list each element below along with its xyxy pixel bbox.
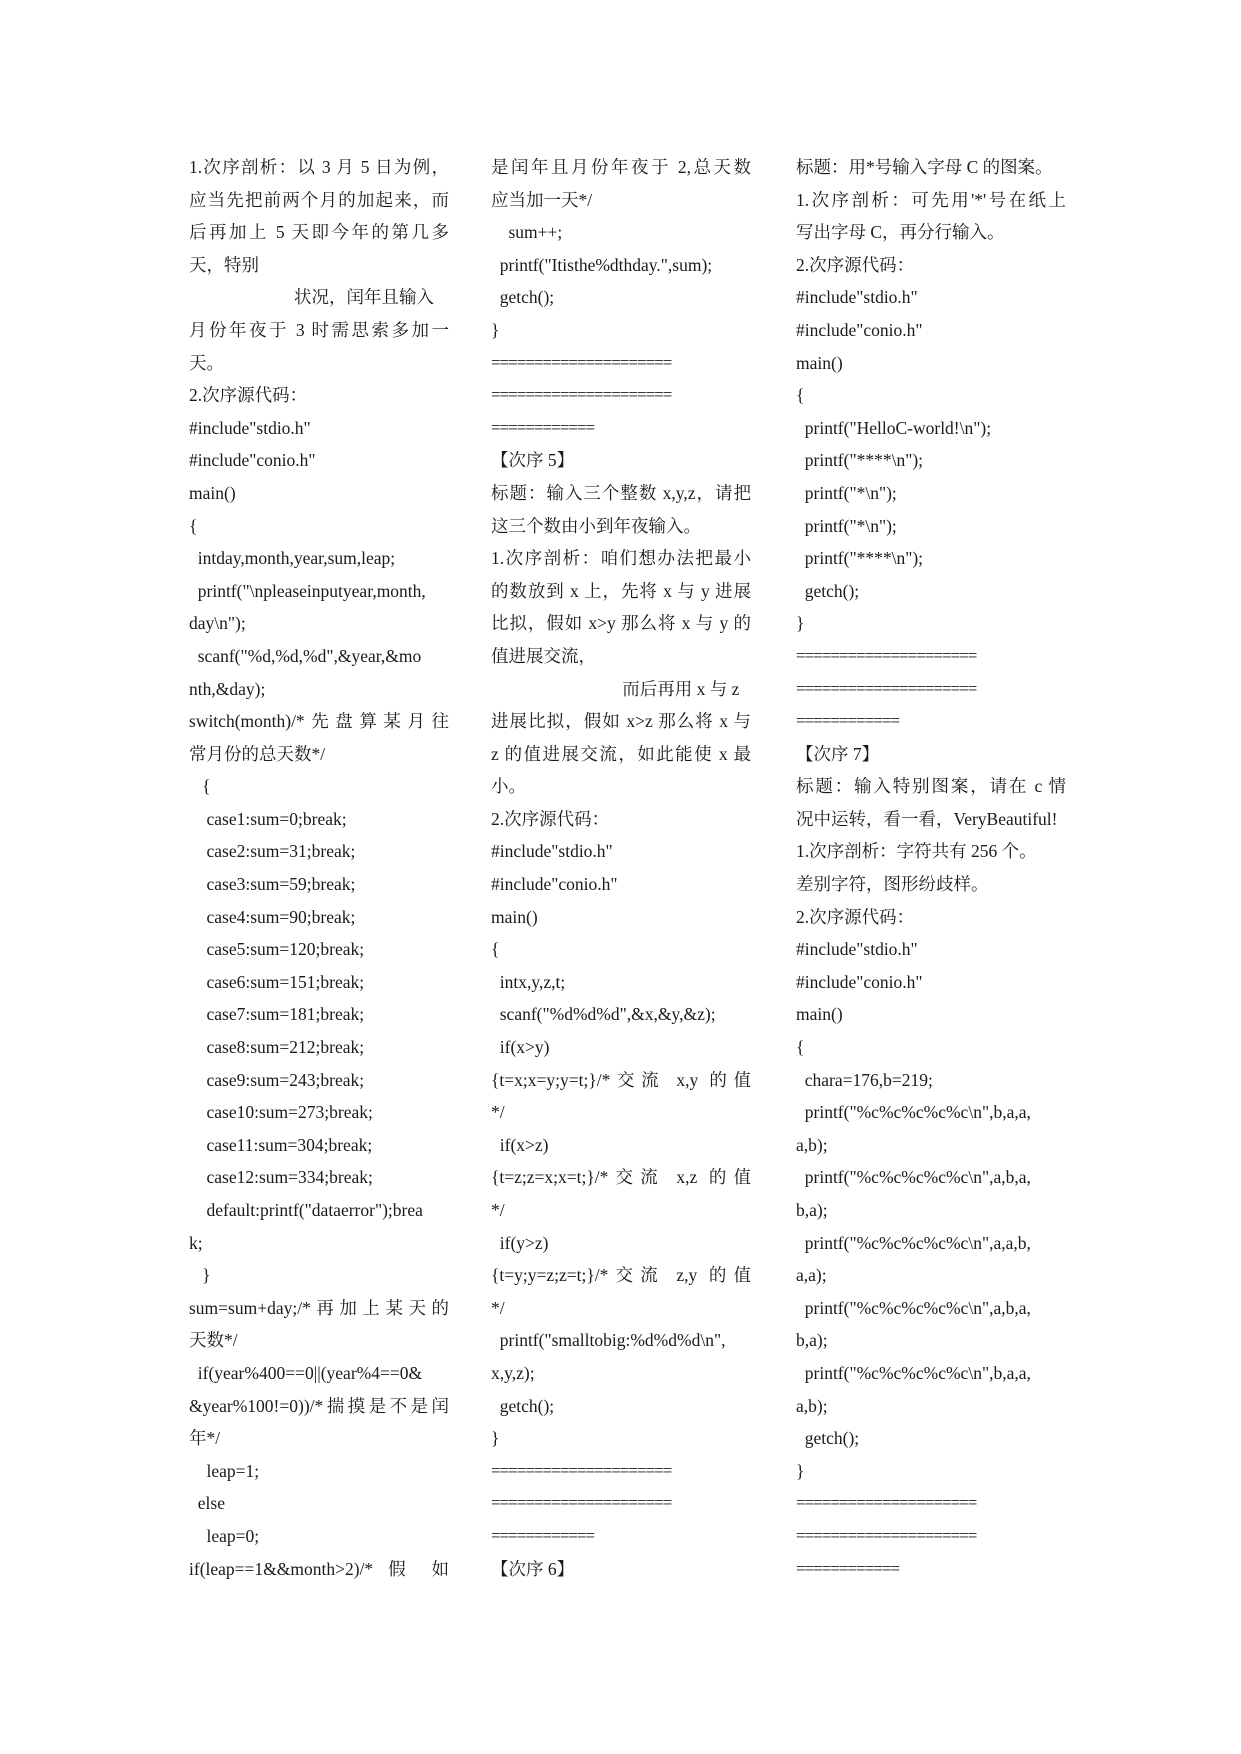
text-line: &year%100!=0))/*揣摸是不是闰: [189, 1395, 449, 1416]
text-line: leap=1;: [189, 1460, 260, 1481]
text-line: case1:sum=0;break;: [189, 808, 347, 829]
text-line: nth,&day);: [189, 678, 266, 699]
text-line: {t=x;x=y;y=t;}/*交流 x,y 的值: [491, 1069, 751, 1090]
separator-line: =====================: [796, 678, 977, 698]
text-line: 【次序 5】: [491, 450, 575, 471]
text-line: {: [796, 385, 805, 406]
text-line: printf("%c%c%c%c%c\n",a,b,a,: [796, 1297, 1031, 1318]
separator-line: =====================: [796, 1525, 977, 1545]
text-line: #include"stdio.h": [796, 939, 918, 960]
text-line: case10:sum=273;break;: [189, 1102, 373, 1123]
text-line: case9:sum=243;break;: [189, 1069, 365, 1090]
text-line: 天。: [189, 352, 224, 373]
text-line: getch();: [796, 1428, 860, 1449]
text-line: */: [491, 1102, 505, 1123]
text-line: 1.次序剖析：字符共有 256 个。: [796, 841, 1037, 862]
text-line: intx,y,z,t;: [491, 971, 566, 992]
text-line: 2.次序源代码：: [491, 808, 610, 829]
text-line: {: [796, 1037, 805, 1058]
text-line: 小。: [491, 776, 526, 797]
text-line: 是闰年且月份年夜于 2,总天数: [491, 157, 751, 177]
text-line: 天，特别: [189, 254, 259, 275]
text-line: 应当先把前两个月的加起来，而: [189, 189, 449, 210]
text-line: #include"conio.h": [796, 319, 923, 340]
text-line: 写出字母 C，再分行输入。: [796, 222, 1005, 243]
text-line: printf("*\n");: [796, 515, 897, 536]
text-line: */: [491, 1200, 505, 1220]
text-line: printf("\npleaseinputyear,month,: [189, 580, 426, 601]
text-line: 差别字符，图形纷歧样。: [796, 874, 989, 895]
text-line: #include"stdio.h": [796, 287, 918, 308]
text-line: if(x>z): [491, 1134, 549, 1155]
text-line: x,y,z);: [491, 1362, 535, 1383]
text-line: case2:sum=31;break;: [189, 841, 356, 862]
text-line: getch();: [491, 287, 555, 308]
text-line: 况中运转，看一看，VeryBeautiful!: [796, 808, 1058, 829]
text-line: 2.次序源代码：: [796, 254, 915, 275]
text-line: if(y>z): [491, 1232, 549, 1253]
text-line: }: [491, 1428, 500, 1449]
text-line: }: [796, 613, 805, 634]
text-line: 天数*/: [189, 1330, 238, 1351]
text-line: {: [491, 939, 500, 960]
text-line: intday,month,year,sum,leap;: [189, 548, 396, 569]
text-line: if(leap==1&&month>2)/* 假 如: [189, 1558, 449, 1579]
text-line: }: [796, 1460, 805, 1481]
text-line: main(): [189, 482, 236, 503]
text-line: 月份年夜于 3 时需思索多加一: [189, 319, 449, 340]
text-line: printf("smalltobig:%d%d%d\n",: [491, 1330, 726, 1351]
text-line: printf("%c%c%c%c%c\n",a,b,a,: [796, 1167, 1031, 1188]
separator-line: ============: [491, 1525, 595, 1545]
text-line: sum++;: [491, 222, 563, 243]
text-line: {t=z;z=x;x=t;}/*交流 x,z 的值: [491, 1167, 751, 1188]
separator-line: =====================: [491, 1493, 672, 1513]
text-line: 【次序 7】: [796, 743, 880, 764]
text-line: z 的值进展交流，如此能使 x 最: [491, 743, 751, 764]
text-line: scanf("%d%d%d",&x,&y,&z);: [491, 1004, 716, 1025]
text-line: case7:sum=181;break;: [189, 1004, 365, 1025]
text-line: 应当加一天*/: [491, 189, 593, 210]
text-line: 1.次序剖析：以 3 月 5 日为例，: [189, 157, 449, 177]
text-line: }: [491, 319, 500, 340]
text-line: case6:sum=151;break;: [189, 971, 365, 992]
text-line: #include"stdio.h": [189, 417, 311, 438]
text-line: printf("****\n");: [796, 548, 924, 569]
text-line: 常月份的总天数*/: [189, 743, 326, 764]
separator-line: =====================: [491, 352, 672, 372]
text-line: case4:sum=90;break;: [189, 906, 356, 927]
text-line: 标题：输入三个整数 x,y,z，请把: [491, 482, 751, 503]
text-line: b,a);: [796, 1200, 828, 1220]
text-line: if(x>y): [491, 1037, 550, 1058]
separator-line: =====================: [491, 1460, 672, 1480]
text-line: main(): [796, 352, 843, 373]
text-line: case5:sum=120;break;: [189, 939, 365, 960]
text-line: printf("Itisthe%dthday.",sum);: [491, 254, 713, 275]
text-line: else: [189, 1493, 225, 1514]
separator-line: =====================: [491, 385, 672, 405]
separator-line: ============: [796, 1558, 900, 1578]
text-line: leap=0;: [189, 1525, 260, 1546]
text-line: b,a);: [796, 1330, 828, 1351]
text-column-2: [491, 151, 751, 1585]
text-line: getch();: [796, 580, 860, 601]
text-line: printf("****\n");: [796, 450, 924, 471]
text-line: #include"conio.h": [796, 971, 923, 992]
text-line: 1.次序剖析：可先用'*'号在纸上: [796, 189, 1066, 210]
text-line: sum=sum+day;/*再加上某天的: [189, 1297, 449, 1318]
text-line: chara=176,b=219;: [796, 1069, 933, 1090]
text-line: getch();: [491, 1395, 555, 1416]
separator-line: =====================: [796, 1493, 977, 1513]
text-line: printf("*\n");: [796, 482, 897, 503]
text-line: 标题：用*号输入字母 C 的图案。: [796, 157, 1053, 177]
text-line: case12:sum=334;break;: [189, 1167, 373, 1188]
text-line: 而后再用 x 与 z: [491, 678, 740, 699]
separator-line: =====================: [796, 645, 977, 665]
text-line: */: [491, 1297, 505, 1318]
text-line: if(year%400==0||(year%4==0&: [189, 1362, 423, 1383]
text-line: a,b);: [796, 1395, 828, 1416]
text-line: scanf("%d,%d,%d",&year,&mo: [189, 645, 422, 666]
text-line: 1.次序剖析：咱们想办法把最小: [491, 548, 751, 569]
text-line: #include"conio.h": [491, 874, 618, 895]
text-line: #include"stdio.h": [491, 841, 613, 862]
text-line: 状况，闰年且输入: [189, 287, 434, 308]
text-line: {t=y;y=z;z=t;}/*交流 z,y 的值: [491, 1265, 751, 1286]
text-line: 年*/: [189, 1428, 221, 1449]
text-line: 值进展交流，: [491, 645, 596, 666]
text-line: {: [189, 515, 198, 536]
text-column-3: [796, 151, 1066, 1585]
text-line: case8:sum=212;break;: [189, 1037, 365, 1058]
text-line: 进展比拟，假如 x>z 那么将 x 与: [491, 711, 751, 732]
text-line: default:printf("dataerror");brea: [189, 1200, 423, 1220]
text-line: printf("HelloC-world!\n");: [796, 417, 992, 438]
text-line: 这三个数由小到年夜输入。: [491, 515, 701, 536]
text-line: 比拟，假如 x>y 那么将 x 与 y 的: [491, 613, 751, 634]
text-line: }: [189, 1265, 211, 1286]
separator-line: ============: [796, 711, 900, 731]
text-line: #include"conio.h": [189, 450, 316, 471]
text-line: printf("%c%c%c%c%c\n",b,a,a,: [796, 1362, 1031, 1383]
text-line: main(): [796, 1004, 843, 1025]
text-line: 2.次序源代码：: [189, 385, 308, 406]
text-line: printf("%c%c%c%c%c\n",a,a,b,: [796, 1232, 1031, 1253]
text-line: case11:sum=304;break;: [189, 1134, 373, 1155]
text-line: printf("%c%c%c%c%c\n",b,a,a,: [796, 1102, 1031, 1123]
text-line: a,a);: [796, 1265, 827, 1286]
text-line: case3:sum=59;break;: [189, 874, 356, 895]
text-line: day\n");: [189, 613, 246, 634]
text-line: k;: [189, 1232, 203, 1253]
text-line: 的数放到 x 上，先将 x 与 y 进展: [491, 580, 751, 601]
text-line: a,b);: [796, 1134, 828, 1155]
text-column-1: [189, 151, 449, 1585]
text-line: 标题：输入特别图案，请在 c 情: [796, 776, 1066, 797]
separator-line: ============: [491, 417, 595, 437]
text-line: main(): [491, 906, 538, 927]
text-line: 2.次序源代码：: [796, 906, 915, 927]
text-line: {: [189, 776, 211, 797]
text-line: switch(month)/*先盘算某月往: [189, 711, 449, 732]
text-line: 后再加上 5 天即今年的第几多: [189, 222, 449, 243]
text-line: 【次序 6】: [491, 1558, 575, 1579]
